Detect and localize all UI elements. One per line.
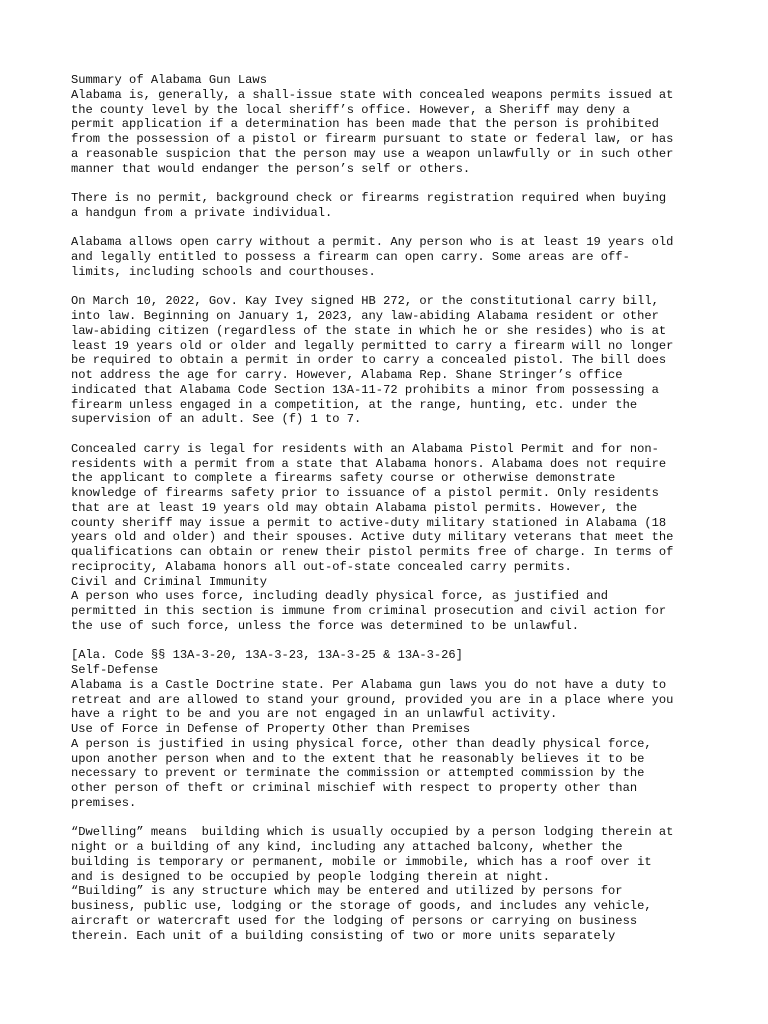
text-line: aircraft or watercraft used for the lodging of persons or carrying on business (71, 913, 638, 928)
text-line: necessary to prevent or terminate the commission or attempted commission by the (71, 766, 645, 781)
text-line: [Ala. Code §§ 13A-3-20, 13A-3-23, 13A-3-25 & 13A-3-26] (71, 648, 463, 663)
text-line: Civil and Criminal Immunity (71, 574, 267, 589)
text-line: Alabama is a Castle Doctrine state. Per Alabama gun laws you do not have a duty to (71, 677, 667, 692)
text-line: that are at least 19 years old may obtain Alabama pistol permits. However, the (71, 500, 638, 515)
text-line: retreat and are allowed to stand your ground, provided you are in a place where you (71, 692, 674, 707)
text-line: county sheriff may issue a permit to active-duty military stationed in Alabama (18 (71, 515, 667, 530)
text-line: limits, including schools and courthouses. (71, 264, 376, 279)
text-line: be required to obtain a permit in order to carry a concealed pistol. The bill does (71, 353, 667, 368)
text-line: supervision of an adult. See (f) 1 to 7. (71, 412, 362, 427)
text-line: business, public use, lodging or the storage of goods, and includes any vehicle, (71, 899, 652, 913)
text-line: law-abiding citizen (regardless of the state in which he or she resides) who is at (71, 323, 667, 338)
text-line: not address the age for carry. However, Alabama Rep. Shane Stringer’s office (71, 368, 623, 382)
text-line: qualifications can obtain or renew their pistol permits free of charge. In terms of (71, 545, 674, 559)
text-line: residents with a permit from a state that Alabama honors. Alabama does not require (71, 456, 667, 471)
text-line: A person is justified in using physical force, other than deadly physical force, (71, 736, 652, 751)
text-line (71, 811, 761, 826)
text-line: There is no permit, background check or firearms registration required when buying (71, 191, 667, 205)
text-line: least 19 years old or older and legally permitted to carry a firearm will no longer (71, 338, 674, 353)
text-line (71, 427, 761, 442)
text-line: years old and older) and their spouses. Active duty military veterans that meet the (71, 530, 674, 545)
text-line: premises. (71, 795, 137, 810)
text-line: Alabama is, generally, a shall-issue state with concealed weapons permits issued at (71, 87, 674, 102)
text-line: Concealed carry is legal for residents with an Alabama Pistol Permit and for non- (71, 441, 659, 456)
text-line: have a right to be and you are not engaged in an unlawful activity. (71, 707, 558, 722)
text-line: permit application if a determination has been made that the person is prohibited (71, 117, 659, 132)
text-line: upon another person when and to the extent that he reasonably believes it to be (71, 751, 645, 766)
text-line (71, 634, 761, 649)
text-line: indicated that Alabama Code Section 13A-11-72 prohibits a minor from possessing a (71, 382, 659, 397)
text-line: reciprocity, Alabama honors all out-of-state concealed carry permits. (71, 559, 572, 574)
text-line: the use of such force, unless the force was determined to be unlawful. (71, 618, 580, 633)
text-line: a handgun from a private individual. (71, 205, 333, 220)
text-line: Alabama allows open carry without a permit. Any person who is at least 19 years old (71, 235, 674, 250)
text-line: the county level by the local sheriff’s office. However, a Sheriff may deny a (71, 102, 630, 117)
text-line: building is temporary or permanent, mobile or immobile, which has a roof over it (71, 854, 652, 869)
text-line: Self-Defense (71, 663, 159, 677)
text-line: a reasonable suspicion that the person may use a weapon unlawfully or in such other (71, 146, 674, 161)
text-line: Summary of Alabama Gun Laws (71, 73, 267, 87)
text-line: Use of Force in Defense of Property Other than Premises (71, 722, 471, 736)
text-line: “Dwelling” means building which is usually occupied by a person lodging therein at (71, 825, 674, 840)
text-line: knowledge of firearms safety prior to issuance of a pistol permit. Only residents (71, 486, 659, 500)
text-line: and legally entitled to possess a firearm can open carry. Some areas are off- (71, 250, 630, 264)
text-line: and is designed to be occupied by people lodging therein at night. (71, 869, 550, 884)
text-line: into law. Beginning on January 1, 2023, any law-abiding Alabama resident or other (71, 309, 659, 323)
text-line: therein. Each unit of a building consisting of two or more units separately (71, 928, 616, 943)
text-line: from the possession of a pistol or firearm pursuant to state or federal law, or has (71, 132, 674, 146)
text-line: firearm unless engaged in a competition, at the range, hunting, etc. under the (71, 397, 638, 412)
text-line: On March 10, 2022, Gov. Kay Ivey signed HB 272, or the constitutional carry bill, (71, 294, 659, 309)
text-line: permitted in this section is immune from criminal prosecution and civil action for (71, 604, 667, 618)
text-line: night or a building of any kind, including any attached balcony, whether the (71, 840, 623, 854)
text-line: the applicant to complete a firearms safety course or otherwise demonstrate (71, 471, 616, 486)
text-line: “Building” is any structure which may be entered and utilized by persons for (71, 884, 623, 899)
text-line: A person who uses force, including deadly physical force, as justified and (71, 589, 609, 604)
text-line (71, 280, 761, 295)
document-body (71, 73, 761, 943)
text-line: manner that would endanger the person’s self or others. (71, 161, 471, 176)
text-line: other person of theft or criminal mischief with respect to property other than (71, 781, 638, 795)
text-line (71, 221, 761, 236)
text-line (71, 176, 761, 191)
